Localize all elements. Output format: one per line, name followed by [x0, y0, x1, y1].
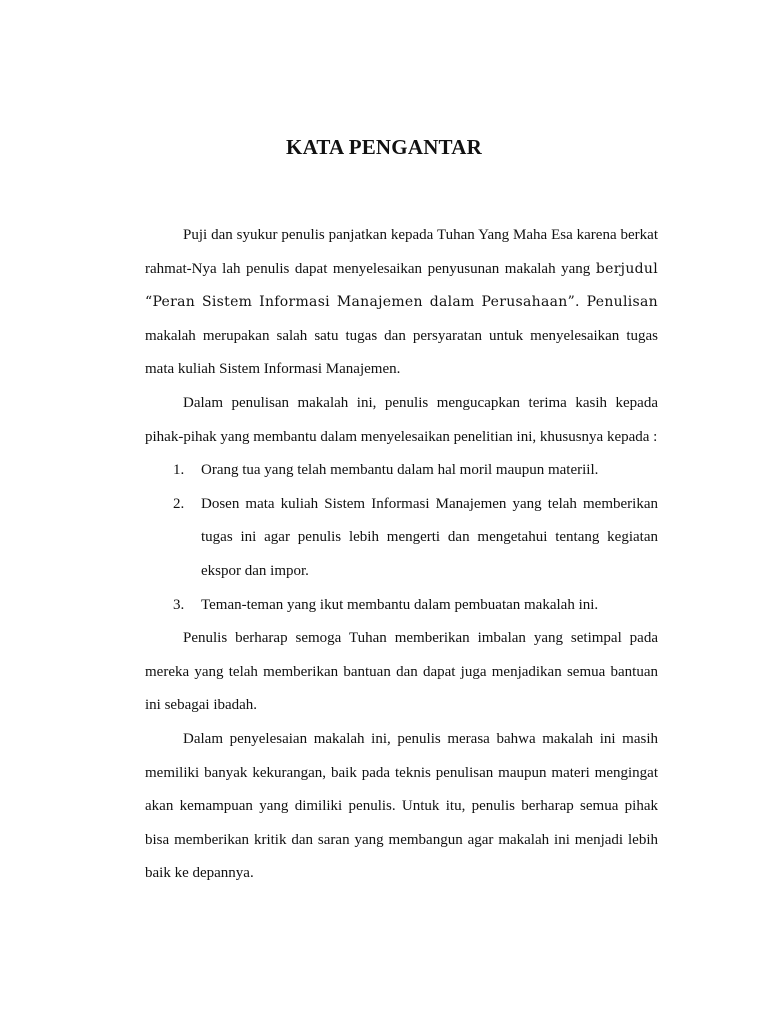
- page-title: KATA PENGANTAR: [286, 135, 482, 159]
- list-item: [145, 454, 658, 488]
- paragraph-intro-quote: berjudul “Peran Sistem Informasi Manajemen dalam Perusahaan”. Penulisan: [145, 260, 658, 311]
- list-item-text: Orang tua yang telah membantu dalam hal moril maupun materiil.: [201, 462, 599, 479]
- list-item-number: 1.: [173, 462, 185, 479]
- paragraph-closing: Dalam penyelesaian makalah ini, penulis merasa bahwa makalah ini masih memiliki banyak kekurangan, baik pada teknis penulisan maupun materi mengingat akan kemampuan yang dimiliki penulis. Untuk itu, penulis berharap semua pihak bisa memberikan kritik dan saran yang membangun agar makalah ini menjadi lebih baik ke depannya.: [145, 730, 658, 882]
- paragraph-intro-end: makalah merupakan salah satu tugas dan persyaratan untuk menyelesaikan tugas mata kuliah Sistem Informasi Manajemen.: [145, 327, 658, 378]
- document-body: [145, 219, 658, 891]
- paragraph-hope: Penulis berharap semoga Tuhan memberikan imbalan yang setimpal pada mereka yang telah memberikan bantuan dan dapat juga menjadikan semua bantuan ini sebagai ibadah.: [145, 630, 658, 714]
- thanks-list: [145, 454, 658, 622]
- list-item-text: Dosen mata kuliah Sistem Informasi Manajemen yang telah memberikan tugas ini agar penulis lebih mengerti dan mengetahui tentang kegiatan ekspor dan impor.: [201, 495, 658, 579]
- list-item: [145, 589, 658, 623]
- paragraph-thanks: Dalam penulisan makalah ini, penulis mengucapkan terima kasih kepada pihak-pihak yang membantu dalam menyelesaikan penelitian ini, khususnya kepada :: [145, 394, 658, 445]
- list-item-number: 3.: [173, 596, 185, 613]
- list-item: [145, 488, 658, 589]
- list-item-number: 2.: [173, 495, 185, 512]
- paragraph-intro-text: Puji dan syukur penulis panjatkan kepada Tuhan Yang Maha Esa karena berkat rahmat-Nya lah penulis dapat menyelesaikan penyusunan makalah yang: [145, 227, 658, 277]
- paragraph-intro: [145, 219, 658, 387]
- list-item-text: Teman-teman yang ikut membantu dalam pembuatan makalah ini.: [201, 596, 599, 613]
